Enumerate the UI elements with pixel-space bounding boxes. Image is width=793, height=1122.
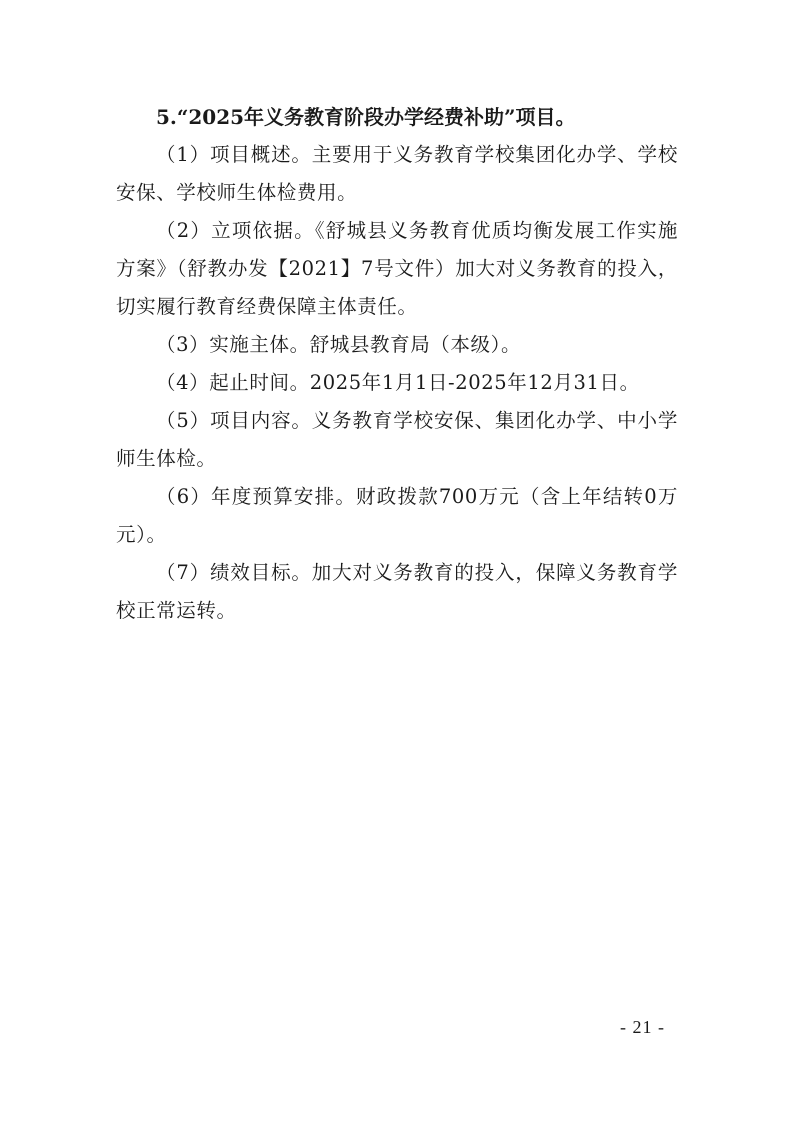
paragraph-time-period: （4）起止时间。2025年1月1日-2025年12月31日。 [156,371,640,394]
paragraph-implementing-body: （3）实施主体。舒城县教育局（本级）。 [156,333,522,356]
paragraph-project-overview: （1）项目概述。主要用于义务教育学校集团化办学、学校安保、学校师生体检费用。 [116,143,678,204]
paragraph-project-basis: （2）立项依据。《舒城县义务教育优质均衡发展工作实施方案》（舒教办发【2021】7号文件）加大对义务教育的投入，切实履行教育经费保障主体责任。 [116,219,678,318]
paragraph-performance-goal: （7）绩效目标。加大对义务教育的投入，保障义务教育学校正常运转。 [116,561,678,622]
page-number: - 21 - [620,1017,665,1037]
section-heading: 5.“2025年义务教育阶段办学经费补助”项目。 [156,105,576,129]
document-body [116,98,678,630]
paragraph-project-content: （5）项目内容。义务教育学校安保、集团化办学、中小学师生体检。 [116,409,678,470]
paragraph-annual-budget: （6）年度预算安排。财政拨款700万元（含上年结转0万元）。 [116,485,678,546]
